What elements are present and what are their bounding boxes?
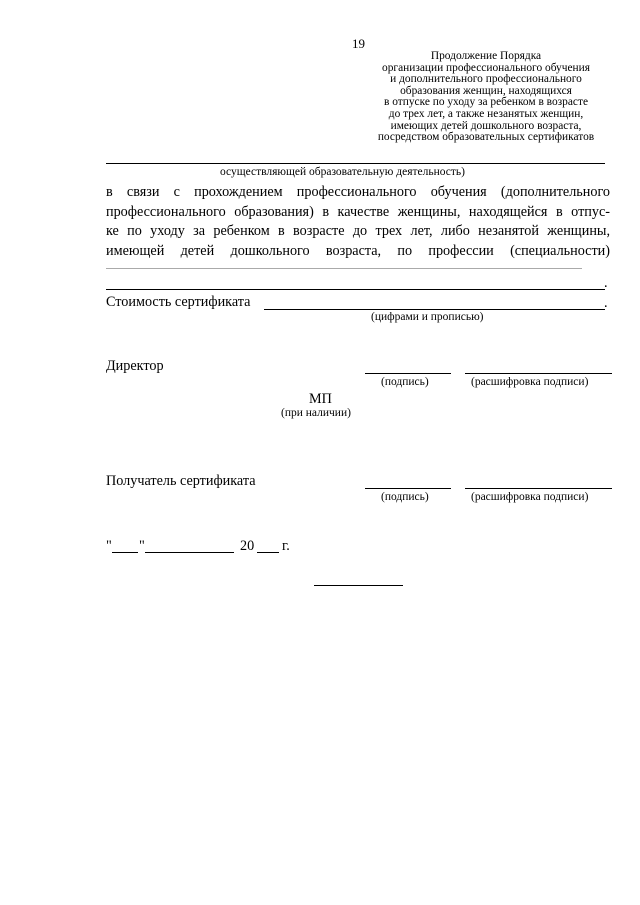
date-quote-open: " xyxy=(106,538,112,554)
recipient-signature-line[interactable] xyxy=(365,488,451,489)
recipient-decoding-caption: (расшифровка подписи) xyxy=(471,491,589,503)
stamp-label: МП xyxy=(309,391,332,407)
organization-caption: осуществляющей образовательную деятельность) xyxy=(220,166,466,178)
header-line: имеющих детей дошкольного возраста, xyxy=(390,119,582,132)
director-signature-caption: (подпись) xyxy=(381,376,429,388)
director-decoding-line[interactable] xyxy=(465,373,612,374)
header-line: Продолжение Порядка xyxy=(430,50,542,62)
body-line: профессионального образования) в качестве женщины, находящейся в отпус- xyxy=(106,203,610,220)
appendix-header xyxy=(360,51,612,144)
header-line: посредством образовательных сертификатов xyxy=(377,131,595,144)
director-label: Директор xyxy=(106,358,164,374)
page-number: 19 xyxy=(352,36,365,51)
header-line: и дополнительного профессионального xyxy=(390,73,582,86)
profession-line-period: . xyxy=(604,275,608,291)
body-line: в связи с прохождением профессионального обучения (дополнительного xyxy=(106,184,610,200)
director-decoding-caption: (расшифровка подписи) xyxy=(471,376,589,388)
organization-name-line[interactable] xyxy=(106,163,605,164)
recipient-decoding-line[interactable] xyxy=(465,488,612,489)
stamp-caption: (при наличии) xyxy=(281,407,351,419)
date-year-line[interactable] xyxy=(257,552,279,553)
cost-caption: (цифрами и прописью) xyxy=(371,311,484,323)
profession-line-1[interactable] xyxy=(106,268,582,269)
date-year-suffix: г. xyxy=(282,538,290,554)
director-signature-line[interactable] xyxy=(365,373,451,374)
header-line: организации профессионального обучения xyxy=(382,61,590,74)
body-paragraph xyxy=(106,183,610,261)
body-line: ке по уходу за ребенком в возрасте до трех лет, либо незанятой женщины, xyxy=(106,223,610,239)
date-quote-close: " xyxy=(139,538,145,554)
date-day-line[interactable] xyxy=(112,552,138,553)
cost-line[interactable] xyxy=(264,309,605,310)
cost-label: Стоимость сертификата xyxy=(106,294,251,310)
cost-line-period: . xyxy=(604,295,608,311)
date-month-line[interactable] xyxy=(145,552,234,553)
body-line: имеющей детей дошкольного возраста, по профессии (специальности) xyxy=(106,242,610,259)
date-year-prefix: 20 xyxy=(240,538,255,554)
recipient-label: Получатель сертификата xyxy=(106,473,256,489)
recipient-signature-caption: (подпись) xyxy=(381,491,429,503)
profession-line-2[interactable] xyxy=(106,289,605,290)
closing-divider xyxy=(314,585,403,586)
header-line: в отпуске по уходу за ребенком в возрасте xyxy=(383,96,589,109)
header-line: до трех лет, а также незанятых женщин, xyxy=(388,107,584,120)
header-line: образования женщин, находящихся xyxy=(400,84,572,97)
